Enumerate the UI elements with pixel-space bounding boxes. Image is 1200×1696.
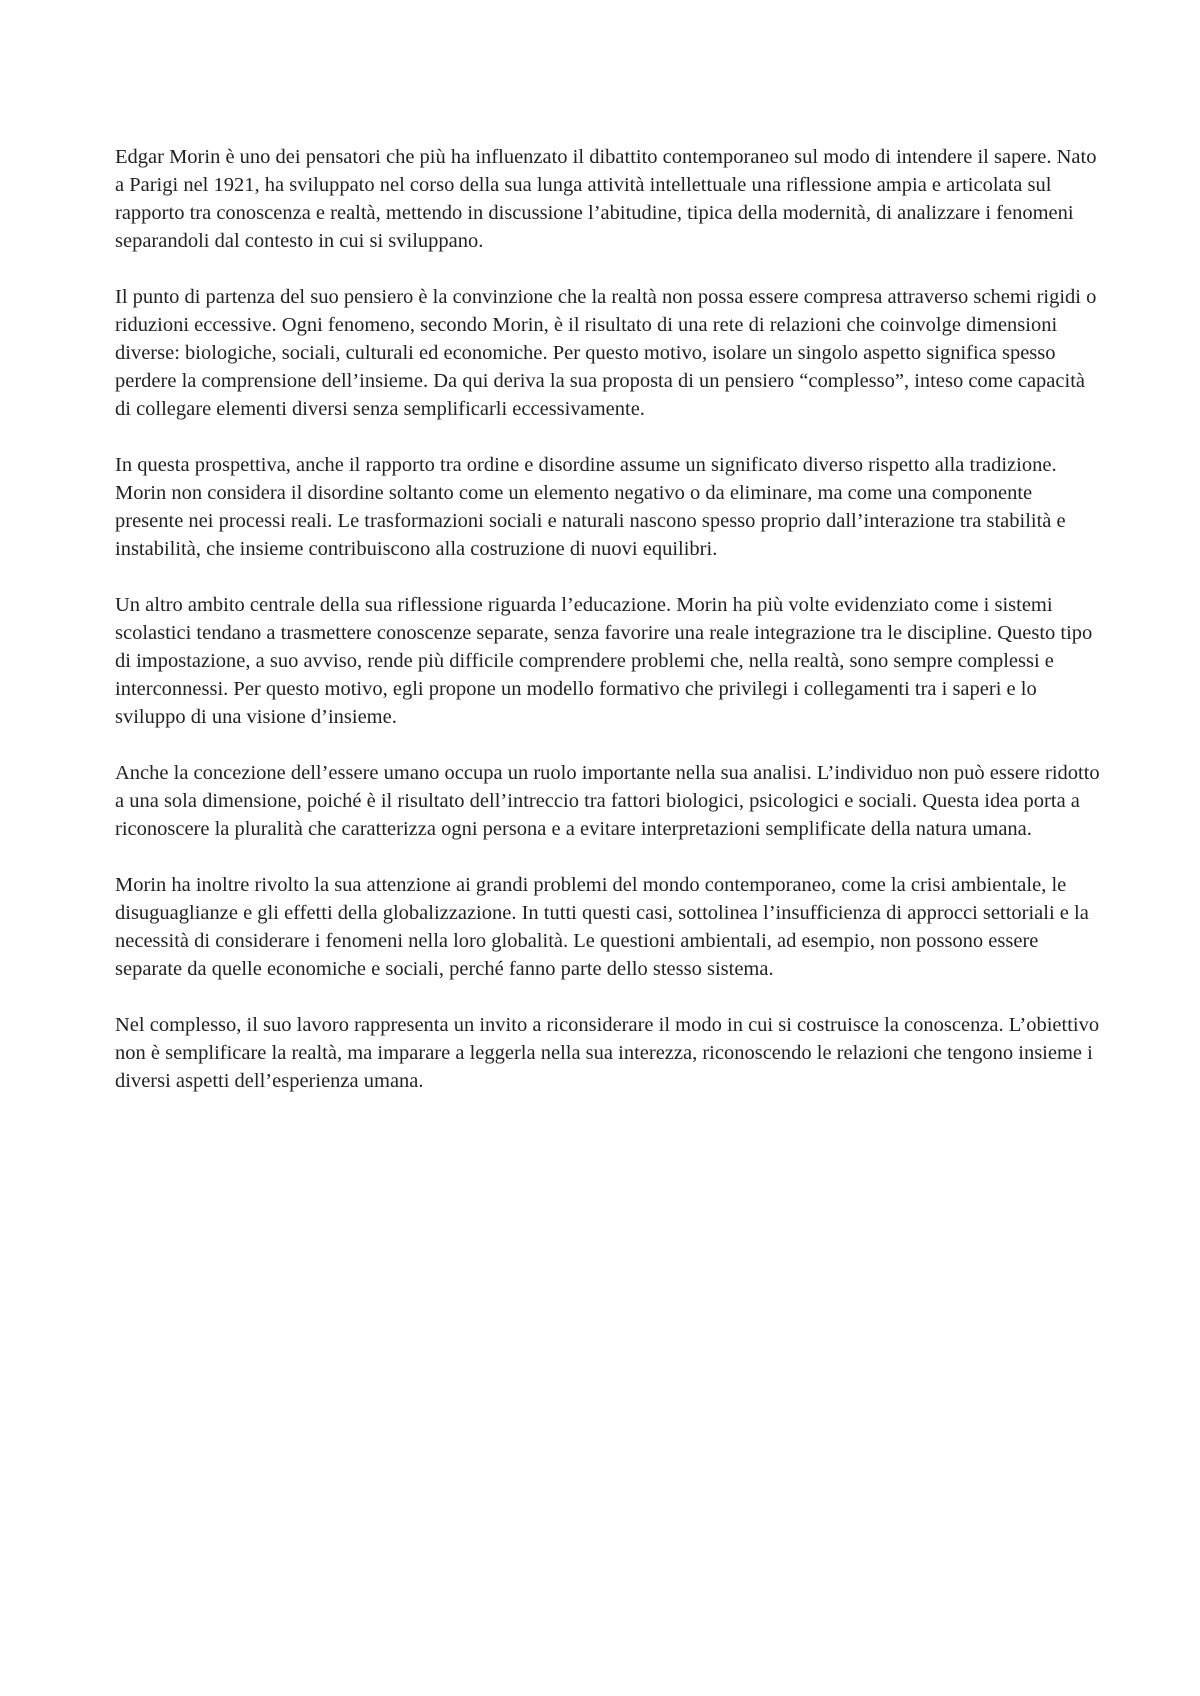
- paragraph-2: Il punto di partenza del suo pensiero è la convinzione che la realtà non possa essere compresa attraverso schemi rigidi o riduzioni eccessive. Ogni fenomeno, secondo Morin, è il risultato di una rete di relazioni che coinvolge dimensioni diverse: biologiche, sociali, culturali ed economiche. Per questo motivo, isolare un singolo aspetto significa spesso perdere la comprensione dell’insieme. Da qui deriva la sua proposta di un pensiero “complesso”, inteso come capacità di collegare elementi diversi senza semplificarli eccessivamente.: [115, 286, 1097, 420]
- paragraph-4: Un altro ambito centrale della sua riflessione riguarda l’educazione. Morin ha più volte evidenziato come i sistemi scolastici tendano a trasmettere conoscenze separate, senza favorire una reale integrazione tra le discipline. Questo tipo di impostazione, a suo avviso, rende più difficile comprendere problemi che, nella realtà, sono sempre complessi e interconnessi. Per questo motivo, egli propone un modello formativo che privilegi i collegamenti tra i saperi e lo sviluppo di una visione d’insieme.: [115, 594, 1093, 728]
- paragraph-1: Edgar Morin è uno dei pensatori che più ha influenzato il dibattito contemporaneo sul modo di intendere il sapere. Nato a Parigi nel 1921, ha sviluppato nel corso della sua lunga attività intellettuale una riflessione ampia e articolata sul rapporto tra conoscenza e realtà, mettendo in discussione l’abitudine, tipica della modernità, di analizzare i fenomeni separandoli dal contesto in cui si sviluppano.: [115, 146, 1097, 252]
- paragraph-5: Anche la concezione dell’essere umano occupa un ruolo importante nella sua analisi. L’individuo non può essere ridotto a una sola dimensione, poiché è il risultato dell’intreccio tra fattori biologici, psicologici e sociali. Questa idea porta a riconoscere la pluralità che caratterizza ogni persona e a evitare interpretazioni semplificate della natura umana.: [115, 762, 1100, 840]
- paragraph-7: Nel complesso, il suo lavoro rappresenta un invito a riconsiderare il modo in cui si costruisce la conoscenza. L’obiettivo non è semplificare la realtà, ma imparare a leggerla nella sua interezza, riconoscendo le relazioni che tengono insieme i diversi aspetti dell’esperienza umana.: [115, 1014, 1100, 1092]
- paragraph-3: In questa prospettiva, anche il rapporto tra ordine e disordine assume un significato diverso rispetto alla tradizione. Morin non considera il disordine soltanto come un elemento negativo o da eliminare, ma come una componente presente nei processi reali. Le trasformazioni sociali e naturali nascono spesso proprio dall’interazione tra stabilità e instabilità, che insieme contribuiscono alla costruzione di nuovi equilibri.: [115, 454, 1066, 560]
- paragraph-6: Morin ha inoltre rivolto la sua attenzione ai grandi problemi del mondo contemporaneo, come la crisi ambientale, le disuguaglianze e gli effetti della globalizzazione. In tutti questi casi, sottolinea l’insufficienza di approcci settoriali e la necessità di considerare i fenomeni nella loro globalità. Le questioni ambientali, ad esempio, non possono essere separate da quelle economiche e sociali, perché fanno parte dello stesso sistema.: [115, 874, 1089, 980]
- document-body: [115, 143, 1100, 1123]
